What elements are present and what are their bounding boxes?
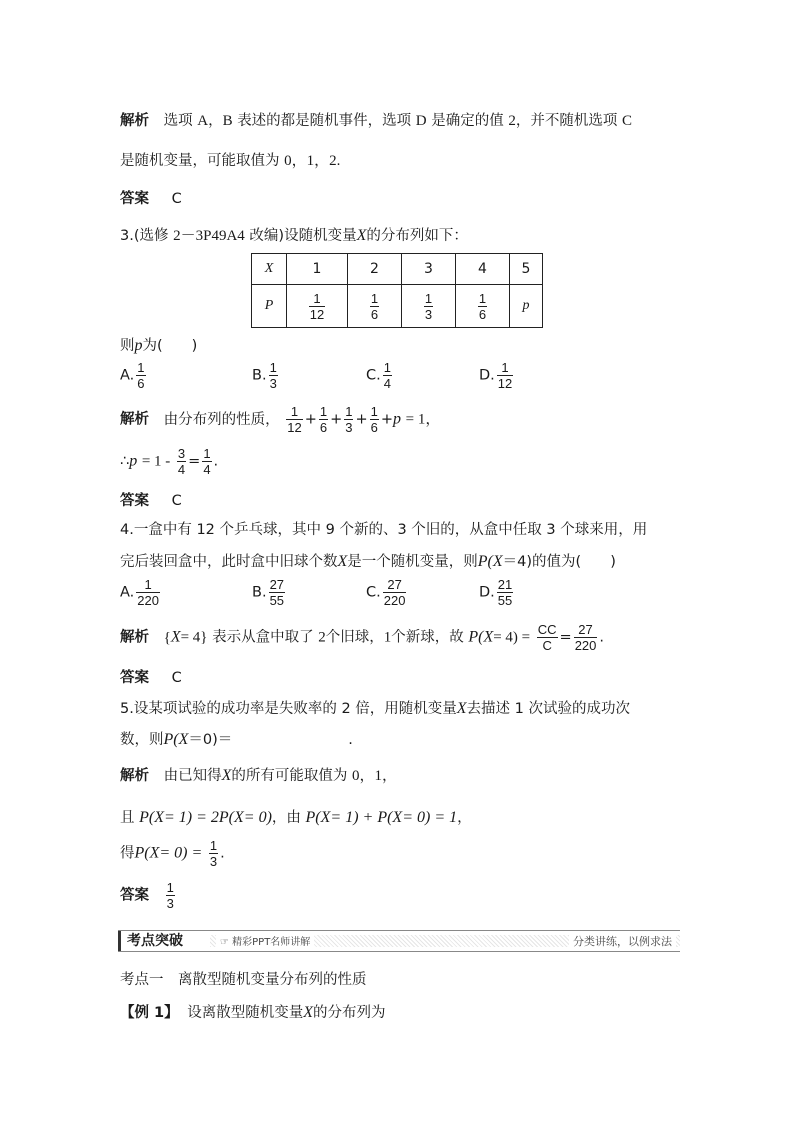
option-a[interactable]: A. $\frac{1}{220}$ (120, 577, 159, 608)
option-d[interactable]: D. $\frac{1}{12}$ (479, 360, 513, 391)
question-5-line-2: 数，则P(X＝0)＝ . (120, 731, 353, 748)
table-cell: p (510, 285, 543, 328)
table-cell: 4 (456, 254, 510, 285)
question-4-line-2: 完后装回盒中，此时盒中旧球个数X是一个随机变量，则P(X＝4)的值为( ) (120, 553, 616, 570)
banner-subtitle: ☞ 精彩PPT名师讲解 (216, 933, 314, 948)
analysis-4-line: 解析 {X= 4} 表示从盒中取了 2个旧球，1个新球，故 P(X= 4) = $\frac{CC}{C}$ = $\frac{27}{220}$ . (120, 622, 604, 653)
table-header-x: X (252, 254, 287, 285)
answer-line: 答案 $\frac{1}{3}$ (120, 880, 174, 911)
question-4-line-1: 4.一盒中有 12 个乒乓球，其中 9 个新的、3 个旧的，从盒中任取 3 个球来用，用 (120, 522, 648, 538)
table-row (252, 285, 543, 328)
answer-line: 答案 C (120, 493, 182, 509)
analysis-5-line-3: 得P(X= 0) = $\frac{1}{3}$ . (120, 838, 225, 869)
table-cell: 2 (348, 254, 402, 285)
table-cell: 3 (402, 254, 456, 285)
analysis-label: 解析 (120, 113, 149, 129)
option-c[interactable]: C. $\frac{27}{220}$ (366, 577, 406, 608)
table-header-p: P (252, 285, 287, 328)
question-3-ask: 则p为( ) (120, 337, 198, 354)
table-cell: $\frac{1}{6}$ (456, 285, 510, 328)
option-d[interactable]: D. $\frac{21}{55}$ (479, 577, 513, 608)
answer-value: C (171, 191, 182, 207)
analysis-line-2: 是随机变量，可能取值为 0，1，2. (120, 153, 341, 169)
example-label: 【例 1】 (120, 1005, 179, 1021)
analysis-5-line-1: 解析 由已知得X的所有可能取值为 0，1， (120, 767, 398, 784)
option-b[interactable]: B. $\frac{27}{55}$ (252, 577, 285, 608)
section-banner (118, 930, 680, 952)
table-cell: $\frac{1}{6}$ (348, 285, 402, 328)
option-a[interactable]: A. $\frac{1}{6}$ (120, 360, 145, 391)
table-row (252, 254, 543, 285)
option-b[interactable]: B. $\frac{1}{3}$ (252, 360, 277, 391)
example-1: 【例 1】 设离散型随机变量X的分布列为 (120, 1004, 386, 1021)
banner-tag: 考点突破 (118, 931, 189, 951)
table-cell: $\frac{1}{12}$ (287, 285, 348, 328)
answer-label: 答案 (120, 191, 149, 207)
analysis-3-line-1: 解析 由分布列的性质， $\frac{1}{12}$ + $\frac{1}{6}$ + $\frac{1}{3}$ + $\frac{1}{6}$ +p = 1， (120, 404, 441, 435)
analysis-3-line-2: ∴p = 1 - $\frac{3}{4}$ = $\frac{1}{4}$ . (120, 446, 219, 477)
answer-line (120, 187, 182, 208)
table-cell: $\frac{1}{3}$ (402, 285, 456, 328)
option-c[interactable]: C. $\frac{1}{4}$ (366, 360, 391, 391)
table-cell: 5 (510, 254, 543, 285)
analysis-line-1: 解析 选项 A，B 表述的都是随机事件，选项 D 是确定的值 2，并不随机选项 C (120, 113, 632, 129)
analysis-5-line-2: 且 P(X= 1) = 2P(X= 0)，由 P(X= 1) + P(X= 0) = 1， (120, 809, 472, 826)
table-cell: 1 (287, 254, 348, 285)
distribution-table (251, 253, 543, 328)
answer-blank: . (232, 732, 353, 748)
banner-right-text: 分类讲练，以例求法 (569, 933, 676, 949)
question-5-line-1: 5.设某项试验的成功率是失败率的 2 倍，用随机变量X去描述 1 次试验的成功次 (120, 700, 631, 717)
question-3: 3.(选修 2－3P49A4 改编)设随机变量X的分布列如下： (120, 227, 468, 244)
answer-line: 答案 C (120, 670, 182, 686)
section-title: 考点一 离散型随机变量分布列的性质 (120, 972, 367, 988)
